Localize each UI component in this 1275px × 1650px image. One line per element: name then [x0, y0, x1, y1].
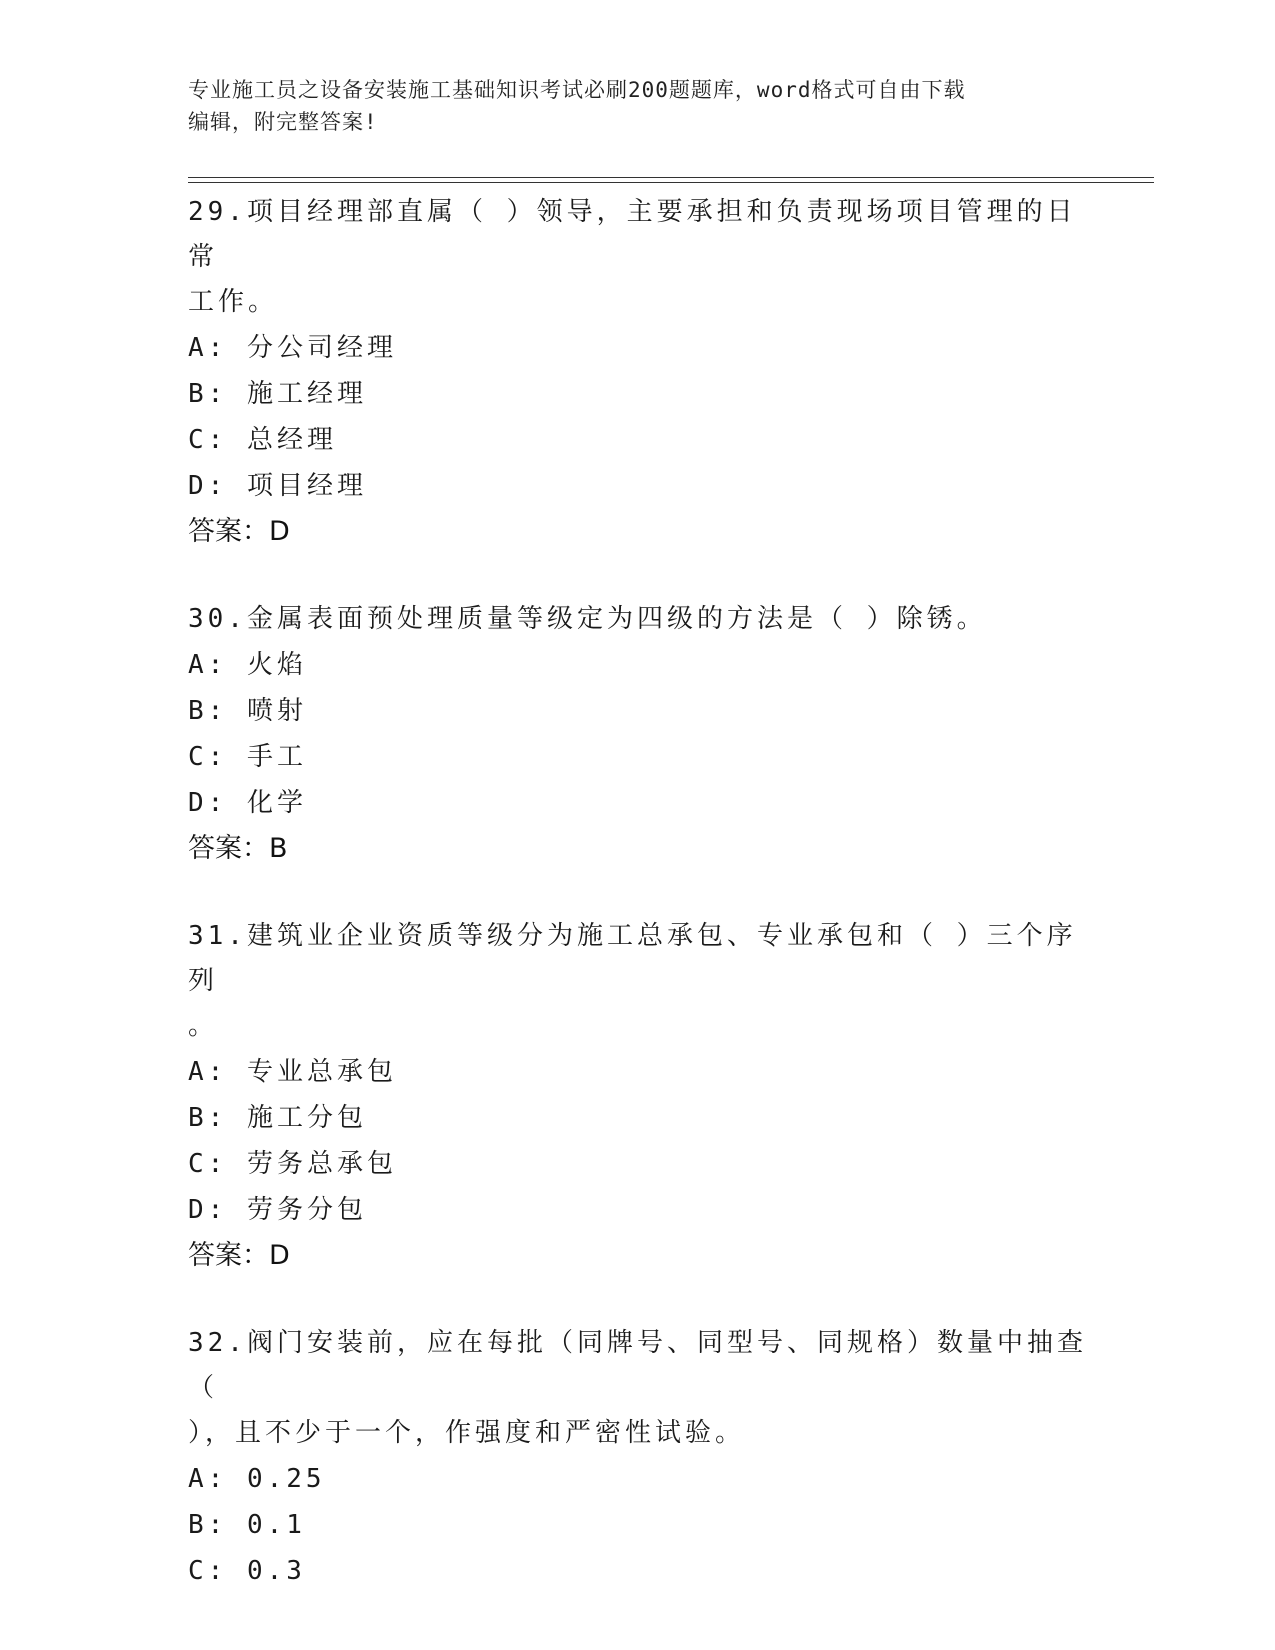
question-29 [188, 190, 1088, 555]
question-32 [188, 1321, 1088, 1594]
question-31 [188, 914, 1088, 1279]
answer-line: 答案：D [188, 516, 290, 547]
option-c: C: 总经理 [188, 425, 337, 455]
question-stem-line-2: ），且不少于一个，作强度和严密性试验。 [188, 1418, 746, 1448]
question-30 [188, 597, 1088, 872]
question-stem-line-2: 。 [188, 1011, 219, 1041]
option-d: D: 化学 [188, 788, 307, 818]
option-b: B: 喷射 [188, 696, 307, 726]
option-c: C: 劳务总承包 [188, 1149, 397, 1179]
option-d: D: 劳务分包 [188, 1195, 367, 1225]
option-d: D: 项目经理 [188, 471, 367, 501]
header-note-line-1: 专业施工员之设备安装施工基础知识考试必刷200题题库，word格式可自由下载 [188, 78, 966, 102]
answer-line: 答案：D [188, 1240, 290, 1271]
option-a: A: 分公司经理 [188, 333, 397, 363]
header-divider-top [188, 177, 1154, 178]
question-stem-line-1: 32.阀门安装前，应在每批（同牌号、同型号、同规格）数量中抽查（ [188, 1328, 1087, 1403]
question-stem-line-1: 30.金属表面预处理质量等级定为四级的方法是（ ）除锈。 [188, 604, 987, 634]
option-a: A: 专业总承包 [188, 1057, 397, 1087]
answer-line: 答案：B [188, 833, 288, 864]
question-stem-line-1: 29.项目经理部直属（ ）领导，主要承担和负责现场项目管理的日常 [188, 197, 1077, 272]
option-b: B: 施工经理 [188, 379, 367, 409]
option-b: B: 施工分包 [188, 1103, 367, 1133]
option-c: C: 手工 [188, 742, 307, 772]
question-list [188, 190, 1088, 1636]
question-stem-line-1: 31.建筑业企业资质等级分为施工总承包、专业承包和（ ）三个序列 [188, 921, 1077, 996]
option-a: A: 火焰 [188, 650, 307, 680]
option-a: A: 0.25 [188, 1464, 326, 1494]
option-c: C: 0.3 [188, 1556, 306, 1586]
header-divider-bottom [188, 182, 1154, 183]
question-stem-line-2: 工作。 [188, 287, 279, 317]
option-b: B: 0.1 [188, 1510, 306, 1540]
document-header-note [188, 74, 1068, 138]
header-note-line-2: 编辑，附完整答案! [188, 110, 378, 134]
